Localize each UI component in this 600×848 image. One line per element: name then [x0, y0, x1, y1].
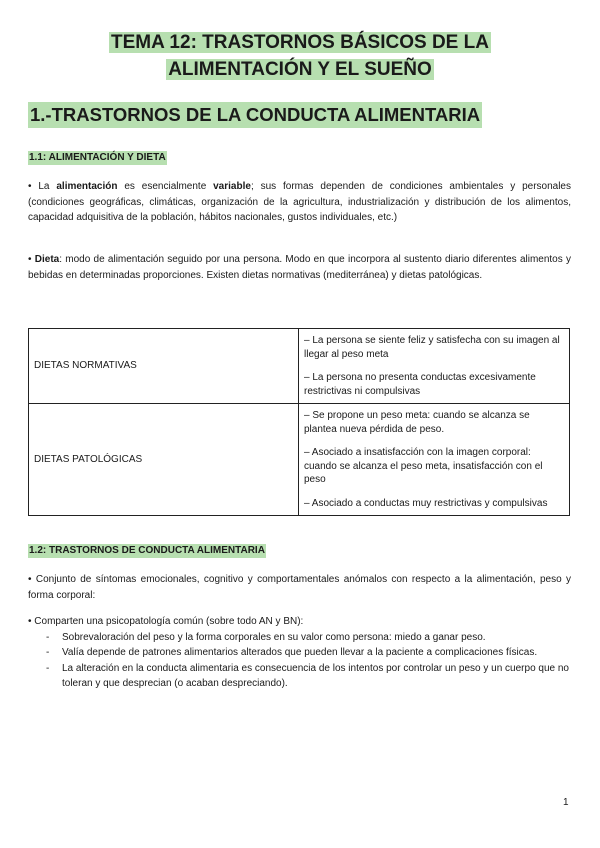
list-item: [28, 630, 571, 646]
bullet: • La: [28, 181, 57, 192]
list-item-text: Valía depende de patrones alimentarios alterados que pueden llevar a la paciente a complicaciones físicas.: [62, 647, 538, 658]
table-row: [29, 404, 570, 516]
list-item-text: La alteración en la conducta alimentaria es consecuencia de los intentos por controlar un peso y un cuerpo que no toleran y que desprecian (o acaban despreciando).: [62, 662, 569, 689]
table-row: [29, 329, 570, 404]
text-fragment: : modo de alimentación seguido por una persona. Modo en que incorpora al sustento diario diferentes alimentos y bebidas en determinadas proporciones. Existen dietas normativas (mediterránea) y dietas patológicas.: [28, 254, 571, 281]
table-cell-content: [299, 329, 570, 404]
subsection-heading-1-1: 1.1: ALIMENTACIÓN Y DIETA: [29, 152, 166, 163]
section-heading-1: 1.-TRASTORNOS DE LA CONDUCTA ALIMENTARIA: [28, 102, 482, 128]
list-item-text: Sobrevaloración del peso y la forma corporales en su valor como persona: miedo a ganar peso.: [62, 631, 486, 643]
table-item: – Asociado a conductas muy restrictivas y compulsivas: [304, 497, 548, 509]
table-cell-content: [299, 404, 570, 516]
title-line-1: TEMA 12: TRASTORNOS BÁSICOS DE LA: [111, 32, 489, 53]
table-cell-label: DIETAS PATOLÓGICAS: [29, 404, 299, 516]
dash-marker: -: [46, 662, 50, 674]
list-intro: • Comparten una psicopatología común (sobre todo AN y BN):: [28, 616, 304, 627]
bullet: •: [28, 254, 35, 265]
text-fragment: es esencialmente: [117, 181, 214, 192]
document-title: [40, 29, 560, 83]
text-fragment: ; sus formas dependen de condiciones ambientales y personales (condiciones geográficas, climáticas, organización de la agricultura, industrialización y distribución de los alimentos, capacidad adquisitiva de la población, hábitos nacionales, gustos individuales, etc.): [28, 181, 571, 223]
diet-table: [28, 328, 570, 516]
bold-term-variable: variable: [213, 181, 251, 192]
dash-marker: -: [46, 647, 50, 658]
paragraph-conjunto-sintomas: • Conjunto de síntomas emocionales, cognitivo y comportamentales anómalos con respecto a la alimentación, peso y forma corporal:: [28, 574, 571, 601]
page-number: 1: [563, 797, 569, 808]
table-item: – Asociado a insatisfacción con la imagen corporal: cuando se alcanza el peso meta, insatisfacción con el peso: [304, 447, 543, 485]
list-item: [28, 645, 571, 661]
title-line-2: ALIMENTACIÓN Y EL SUEÑO: [168, 59, 432, 80]
paragraph-dieta: [28, 252, 571, 283]
bold-term-dieta: Dieta: [34, 254, 60, 265]
bold-term-alimentacion: alimentación: [56, 181, 118, 192]
psychopathology-list: [28, 614, 571, 692]
table-item: – Se propone un peso meta: cuando se alcanza se plantea nueva pérdida de peso.: [304, 410, 530, 435]
subsection-heading-1-2: 1.2: TRASTORNOS DE CONDUCTA ALIMENTARIA: [29, 545, 265, 556]
table-item: – La persona se siente feliz y satisfecha con su imagen al llegar al peso meta: [304, 335, 560, 360]
table-cell-label: DIETAS NORMATIVAS: [29, 329, 299, 404]
table-item: – La persona no presenta conductas excesivamente restrictivas ni compulsivas: [304, 372, 536, 397]
list-item: [28, 661, 571, 692]
paragraph-alimentacion: [28, 179, 571, 226]
dash-marker: -: [46, 631, 50, 643]
